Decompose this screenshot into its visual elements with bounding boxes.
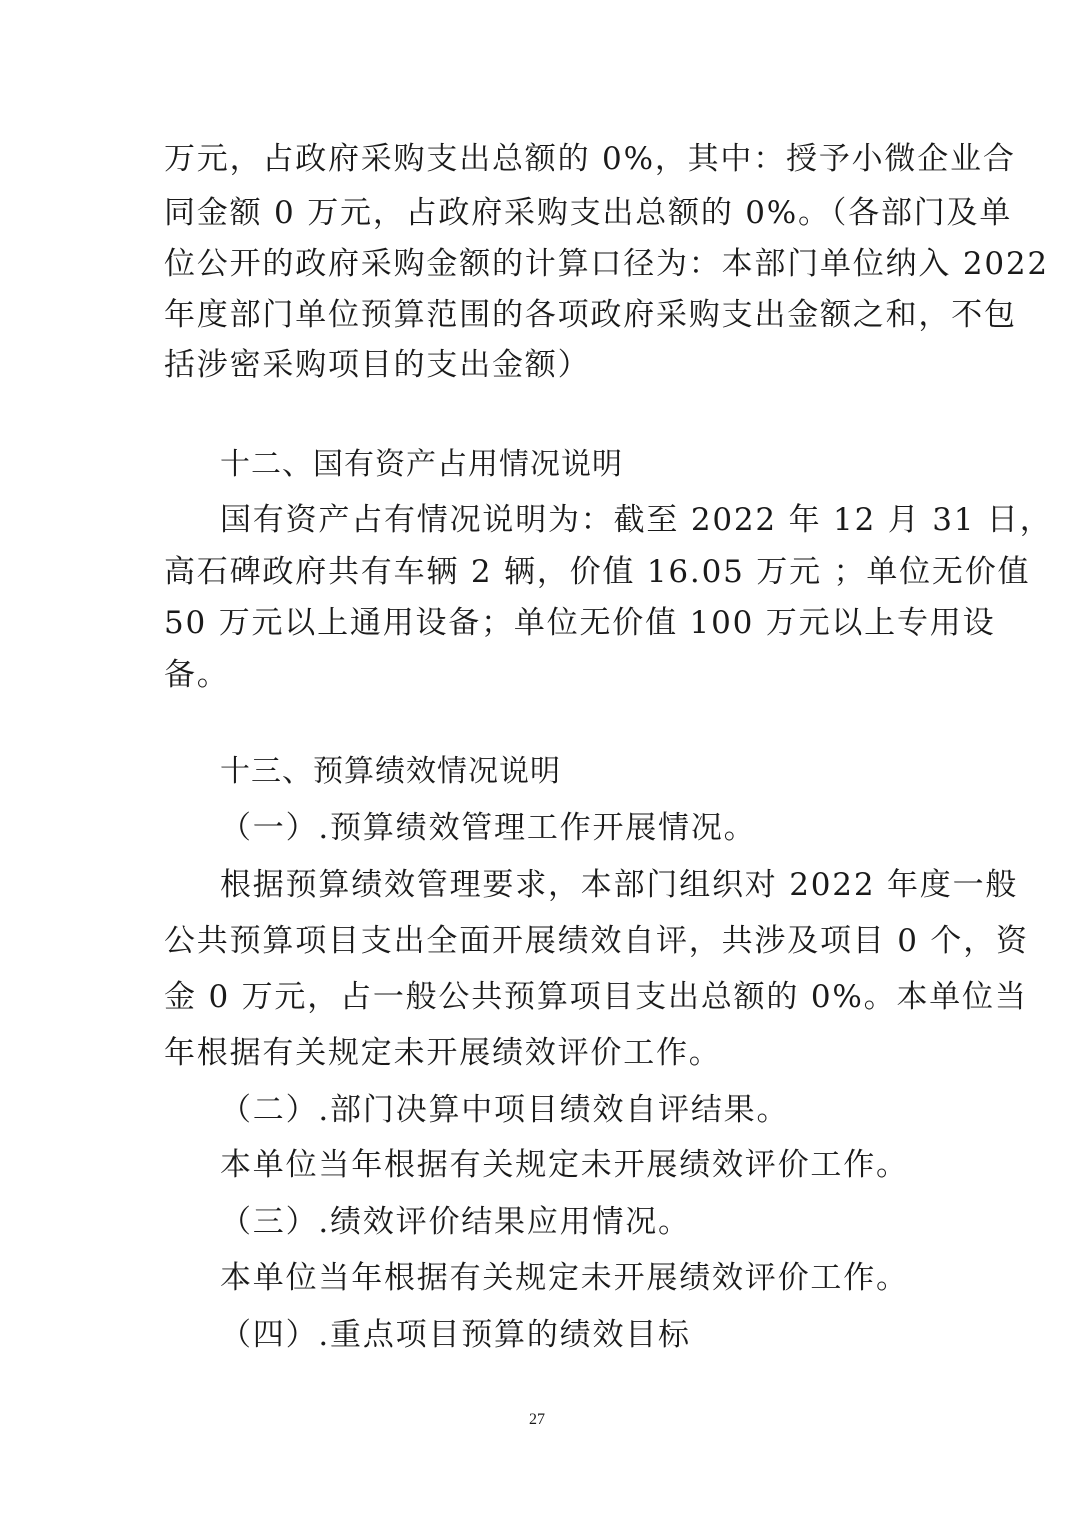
- section-13-subsection-3-text: 本单位当年根据有关规定未开展绩效评价工作。: [220, 1260, 909, 1296]
- procurement-line-3: 位公开的政府采购金额的计算口径为：本部门单位纳入 2022: [164, 246, 1049, 282]
- section-13-subsection-1-line-2: 公共预算项目支出全面开展绩效自评，共涉及项目 0 个，资: [164, 923, 1029, 959]
- procurement-line-1: 万元，占政府采购支出总额的 0%，其中：授予小微企业合: [164, 141, 1016, 177]
- section-13-subsection-1-title: （一）.预算绩效管理工作开展情况。: [220, 810, 757, 846]
- procurement-line-2: 同金额 0 万元，占政府采购支出总额的 0%。（各部门及单: [164, 195, 1013, 231]
- procurement-line-5: 括涉密采购项目的支出金额）: [164, 347, 591, 383]
- section-13-subsection-1-line-4: 年根据有关规定未开展绩效评价工作。: [164, 1035, 722, 1071]
- section-12-line-1: 国有资产占有情况说明为：截至 2022 年 12 月 31 日，: [220, 502, 1053, 538]
- section-13-heading: 十三、预算绩效情况说明: [220, 754, 561, 789]
- section-13-subsection-2-title: （二）.部门决算中项目绩效自评结果。: [220, 1092, 790, 1128]
- page-number: 27: [529, 1411, 545, 1428]
- section-12-line-2: 高石碑政府共有车辆 2 辆，价值 16.05 万元 ；单位无价值: [164, 554, 1031, 590]
- section-13-subsection-1-line-3: 金 0 万元，占一般公共预算项目支出总额的 0%。本单位当: [164, 979, 1028, 1015]
- section-13-subsection-4-title: （四）.重点项目预算的绩效目标: [220, 1317, 691, 1353]
- section-12-heading: 十二、国有资产占用情况说明: [220, 447, 623, 482]
- section-12-line-4: 备。: [164, 657, 230, 693]
- section-13-subsection-1-line-1: 根据预算绩效管理要求，本部门组织对 2022 年度一般: [220, 867, 1019, 903]
- section-13-subsection-3-title: （三）.绩效评价结果应用情况。: [220, 1204, 691, 1240]
- section-13-subsection-2-text: 本单位当年根据有关规定未开展绩效评价工作。: [220, 1147, 909, 1183]
- section-12-line-3: 50 万元以上通用设备；单位无价值 100 万元以上专用设: [164, 605, 996, 641]
- procurement-line-4: 年度部门单位预算范围的各项政府采购支出金额之和，不包: [164, 297, 1017, 333]
